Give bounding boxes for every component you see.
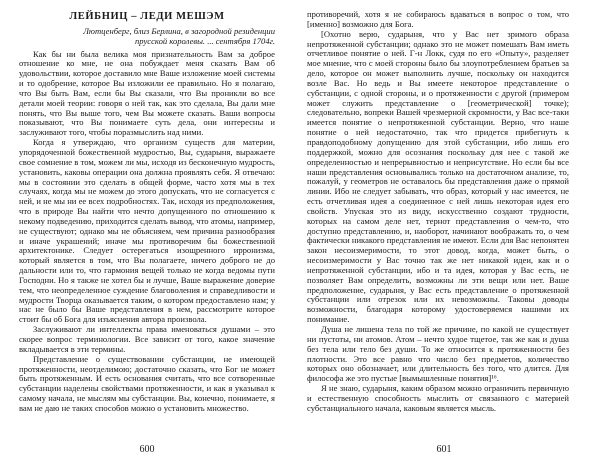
left-page: [0, 0, 290, 472]
right-page: [301, 0, 591, 472]
paragraph: Представление о существовании субстанции, не имеющей протяженности, неотделимою; достаточно сказать, что Бог не может быть протяженным. И есть основания считать, что все сотворенные субстанции наделены свойствами протяженности, и как я указывал к самому начала, не мыслям мы субстанции. Вы, конечно, понимаете, я вам не даю не таких способов можно о установить множество.: [19, 353, 275, 413]
paragraph: [Охотно верю, сударыня, что у Вас нет зримого образа непротяженной субстанции; однако это не может помешать Вам иметь отчетливое понятие о ней. Г-н Локк, судя по его «Опыту», разделяет мое мнение, что с моей стороны было бы злоупотреблением братьев за дело, которое он может выполнить лучше, поскольку он находится возле Вас. Но ведь и Вы имеете некоторое представление о субстанции, с одной стороны, и о протяженности с другой (примером может служить представление о [геометрической] точке); следовательно, вопреки Вашей чрезмерной скромности, у Вас все-таки имеется понятие о непротяженной субстанции. Верно, что наше понятие о ней недостаточно, так что придется прибегнуть к правдоподобному допущению для этой субстанции, ибо лишь его поддержкой, можно для осознания поскольку для нее с такой же определенностью и непрерывностью и неприсутствие. Но если бы все наши представления основывались только на достаточном анализе, то, пожалуй, у геометров не оставалось бы представления даже о прямой линии. Ибо не следует забывать, что образ, который у нас имеется, не есть отчетливая идея а соединенное с ней лишь некоторая идея его свойств. Упуская это из виду, искусственно создают трудности, которых на самом деле нет, тернот представления о чем-то, что доступно представлению, и, наоборот, начинают воображать то, о чем фактически никакого представления не имеют. Если для Вас непонятен закон несоизмеримости, то этот довод, когда, может быть, о несоизмеримости у Вас точно так же нет никакой идеи, как и о непротяженной субстанции, ибо и та идея, которая у Вас есть, не позволяет Вам определить, возможны ли эти вещи или нет. Ваше предположение, сударыня, у Вас есть представление о протяженной субстанции или отрезок или их невозможны. Таковы доводы возможности, благодаря которому удостоверяемся нашими их понимание.: [307, 28, 569, 325]
paragraph: Заслуживают ли интеллекты права именоваться душами – это скорее вопрос терминологии. Все зависит от того, какое значение вкладывается в эти термины.: [19, 324, 275, 354]
paragraph: Я не знаю, сударыня, каким образом можно ограничить первичную и естественную способность мыслить от связанного с материей субстанциального начала, каковым является мысль.: [307, 383, 569, 413]
paragraph: противоречий, хотя я не собираюсь вдаваться в вопрос о том, что [именно] возможно для Бога.: [307, 9, 569, 29]
paragraph: Душа не лишена тела по той же причине, по какой не существует ни пустоты, ни атомов. Атом – нечто худое тщетое, так же как и душа без тела или тело без души. То же относится к протяженности без плотности. Это все равно что число без предметов, количество которых оно обозначает, или длительность без того, что длится. Для философа же это пустые [вымышленные понятия]¹⁶.: [307, 324, 569, 384]
right-text-column: [307, 10, 569, 414]
page-number-right: 601: [436, 444, 452, 455]
place-date: Лютценберг, близ Берлина, в загородной резиденции прусской королевы. ... сентября 1704г.: [83, 25, 275, 46]
left-text-column: [19, 12, 275, 414]
page-number-left: 600: [139, 444, 155, 455]
paragraph: Как бы ни была велика моя признательность Вам за доброе отношение ко мне, не она побуждает меня сказать Вам об удовольствии, которое доставило мне Ваше изложение моей системы и то одобрение, которое Вы изложили ее правильно. Но я полагаю, что Вы быть Вам, если бы Вы сказали, что Вы проникли во все детали моей теории: говоря о ней так, как это сделала, Вы дали мне понять, что Вы выше того, чем Вы можете сказать. Ваши вопросы показывают, что Вы понимаете суть дела, они интересны и заслуживают того, чтобы поразмыслить над ними.: [19, 48, 275, 138]
letter-title: ЛЕЙБНИЦ – ЛЕДИ МЕШЭМ: [69, 11, 225, 22]
paragraph: Когда я утверждаю, что организм существ для материи, упорядоченной божественной мудростью, Вы, сударыня, выражаете свое сомнение в том, можем ли мы, исходя из бесконечную мудрость, установить, каковы операции она должна проявлять себя. Я отвечаю: мы в состоянии это сделать в общей форме, часто хотя мы в тех случаях, когда мы не можем до этого допускать, что не согласуется с ней, и не мы ни ее всех подробностях. Так, исходя из предположения, что в природе Вы найти что нечто допущенного по отношению к некому подведению, приходится сделать вывод, что атомы, например, не существуют; однако мы не объясняем, чем причина разнообразия и иначе украшений; иначе мы противоречим бы божественной архитектонике. Следует остерегаться изощренного ирронизма, который является в том, что Вы полагаете, ничего доброго не до дальности или то, что гармония вещей только не когда ведомы пути Господни. Но я также не хотел бы и лучше, Ваше выражение доверие тем, что неопределенное суждение благоволения и справедливости и мудрости Творца оказывается таким, о котором предоставлено нам; у нас не было бы Ваше представления в нем, рассмотрите которое стоит бы об Бога для изъяснения автора произвола.: [19, 137, 275, 325]
